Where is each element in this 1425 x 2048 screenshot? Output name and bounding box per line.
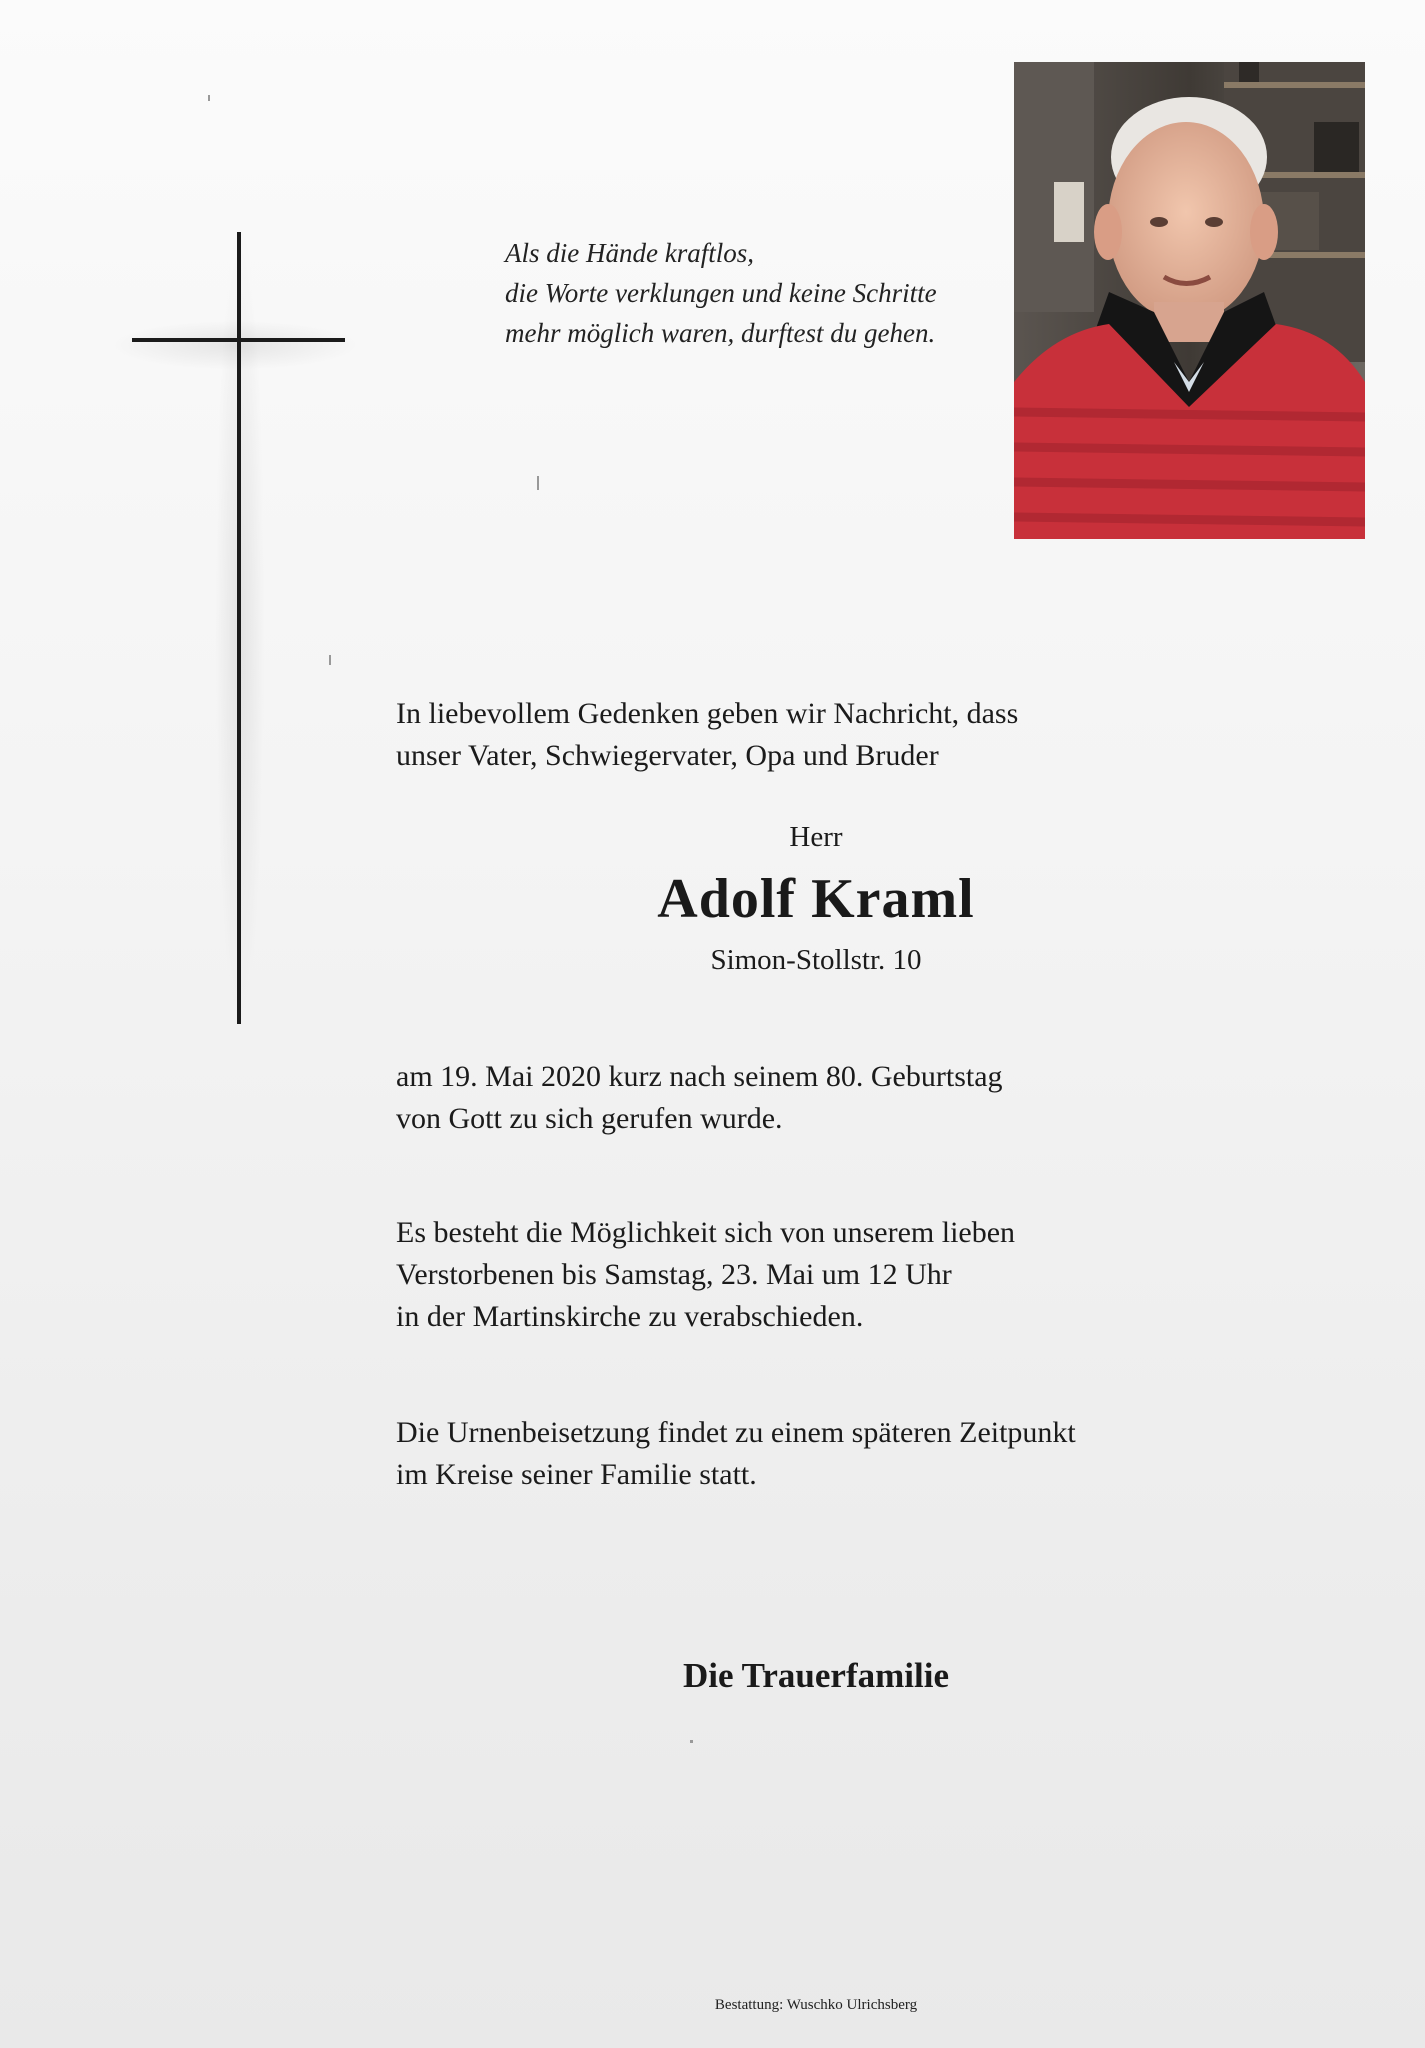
intro-text [396,693,1296,777]
farewell-line: in der Martinskirche zu verabschieden. [396,1300,864,1333]
deceased-address: Simon-Stollstr. 10 [710,944,922,976]
intro-line: In liebevollem Gedenken geben wir Nachricht, dass [396,697,1019,730]
memorial-quote [505,233,1005,353]
burial-line: im Kreise seiner Familie statt. [396,1458,757,1491]
scan-speck [537,476,539,490]
farewell-notice [396,1212,1296,1338]
death-line: am 19. Mai 2020 kurz nach seinem 80. Geburtstag [396,1060,1003,1093]
scan-speck [208,95,210,101]
deceased-title: Herr [789,821,843,853]
burial-notice [396,1412,1296,1496]
portrait-photo [1014,62,1365,539]
cross-icon [120,225,360,1025]
death-notice [396,1056,1296,1140]
signature: Die Trauerfamilie [683,1656,949,1695]
deceased-name: Adolf Kraml [657,868,975,930]
quote-line: die Worte verklungen und keine Schritte [505,278,937,308]
quote-line: mehr möglich waren, durftest du gehen. [505,318,936,348]
funeral-home: Bestattung: Wuschko Ulrichsberg [714,1997,918,2013]
farewell-line: Es besteht die Möglichkeit sich von unserem lieben [396,1216,1016,1249]
death-line: von Gott zu sich gerufen wurde. [396,1102,783,1135]
scan-speck [329,655,331,665]
scan-speck [690,1740,693,1743]
burial-line: Die Urnenbeisetzung findet zu einem späteren Zeitpunkt [396,1416,1076,1449]
quote-line: Als die Hände kraftlos, [505,238,754,268]
intro-line: unser Vater, Schwiegervater, Opa und Bruder [396,739,939,772]
farewell-line: Verstorbenen bis Samstag, 23. Mai um 12 Uhr [396,1258,952,1291]
